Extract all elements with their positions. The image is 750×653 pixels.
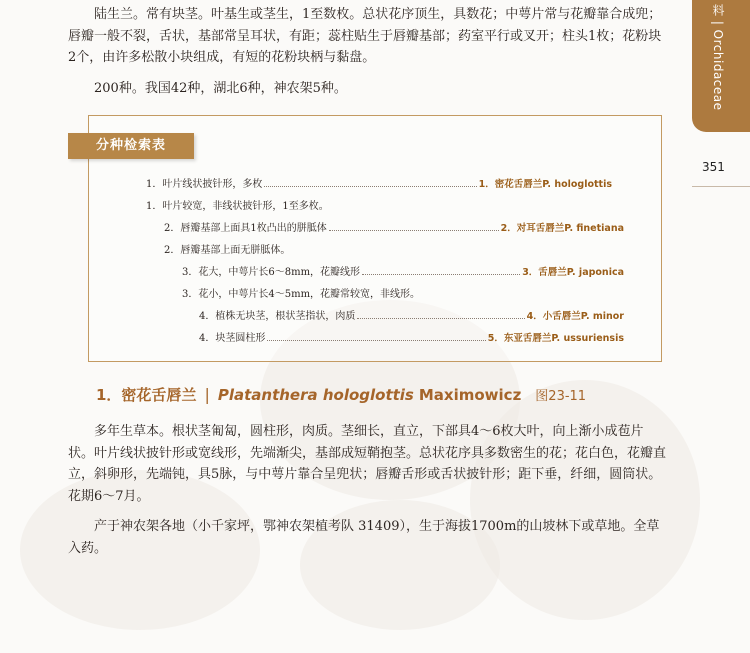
key-line-leader [267, 340, 485, 341]
key-line-text: 3．花小，中萼片长4～5mm，花瓣常较宽，非线形。 [182, 289, 421, 300]
intro-paragraph: 陆生兰。常有块茎。叶基生或茎生，1至数枚。总状花序顶生，具数花；中萼片常与花瓣靠合成兜；唇瓣一般不裂，舌状，基部常呈耳状，有距；蕊柱贴生于唇瓣基部；药室平行或叉开；柱头1枚；花粉块2个，由许多松散小块组成，有短的花粉块柄与黏盘。 [68, 7, 662, 65]
species-count-paragraph: 200种。我国42种，湖北6种，神农架5种。 [94, 81, 347, 96]
key-line-leader [329, 230, 499, 231]
key-line [164, 243, 624, 259]
key-line [199, 309, 624, 325]
species-description: 多年生草本。根状茎匍匐，圆柱形，肉质。茎细长，直立，下部具4～6枚大叶，向上渐小成苞片状。叶片线状披针形或宽线形，先端渐尖，基部成短鞘抱茎。总状花序具多数密生的花；花白色，花瓣直立，斜卵形，先端钝，具5脉，与中萼片靠合呈兜状；唇瓣舌形或舌状披针形；距下垂，纤细，圆筒状。花期6～7月。 [68, 424, 667, 504]
species-scientific-name: Platanthera hologlottis [217, 386, 414, 404]
key-line-result: 3．舌唇兰P. japonica [522, 267, 624, 278]
key-line-result: 4．小舌唇兰P. minor [526, 311, 624, 322]
family-name-label: 料 | Orchidaceae [711, 4, 725, 111]
key-line-result: 1．密花舌唇兰P. hologlottis [478, 179, 612, 190]
key-line-result: 2．对耳舌唇兰P. finetiana [500, 223, 624, 234]
key-line-text: 1．叶片较宽，非线状披针形，1至多枚。 [146, 201, 329, 212]
key-line-text: 3．花大，中萼片长6～8mm，花瓣线形 [182, 267, 361, 278]
key-line [146, 177, 612, 193]
key-line-leader [362, 274, 520, 275]
key-line-leader [357, 318, 524, 319]
key-line-text: 2．唇瓣基部上面无胼胝体。 [164, 245, 291, 256]
heading-separator: | [204, 385, 210, 404]
species-distribution: 产于神农架各地（小千家坪，鄂神农架植考队 31409），生于海拔1700m的山坡林下或草地。全草入药。 [68, 519, 660, 556]
species-chinese-name: 1．密花舌唇兰 [96, 386, 197, 404]
species-heading [96, 384, 666, 406]
key-line [182, 287, 624, 303]
page-number: 351 [702, 160, 725, 174]
key-line-result: 5．东亚舌唇兰P. ussuriensis [487, 333, 624, 344]
species-author: Maximowicz [418, 386, 522, 404]
page-number-rule [692, 186, 750, 187]
key-line-text: 2．唇瓣基部上面具1枚凸出的胼胝体 [164, 223, 327, 234]
key-line-leader [264, 186, 476, 187]
figure-reference: 图23-11 [535, 389, 587, 404]
family-side-tab [692, 0, 750, 132]
key-line-text: 4．块茎圆柱形 [199, 333, 266, 344]
key-line [164, 221, 624, 237]
key-line [199, 331, 624, 347]
species-key-title: 分种检索表 [68, 133, 194, 159]
key-line-text: 1．叶片线状披针形，多枚 [146, 179, 263, 190]
key-line-text: 4．植株无块茎，根状茎指状，肉质 [199, 311, 356, 322]
key-line [182, 265, 624, 281]
key-line [146, 199, 612, 215]
